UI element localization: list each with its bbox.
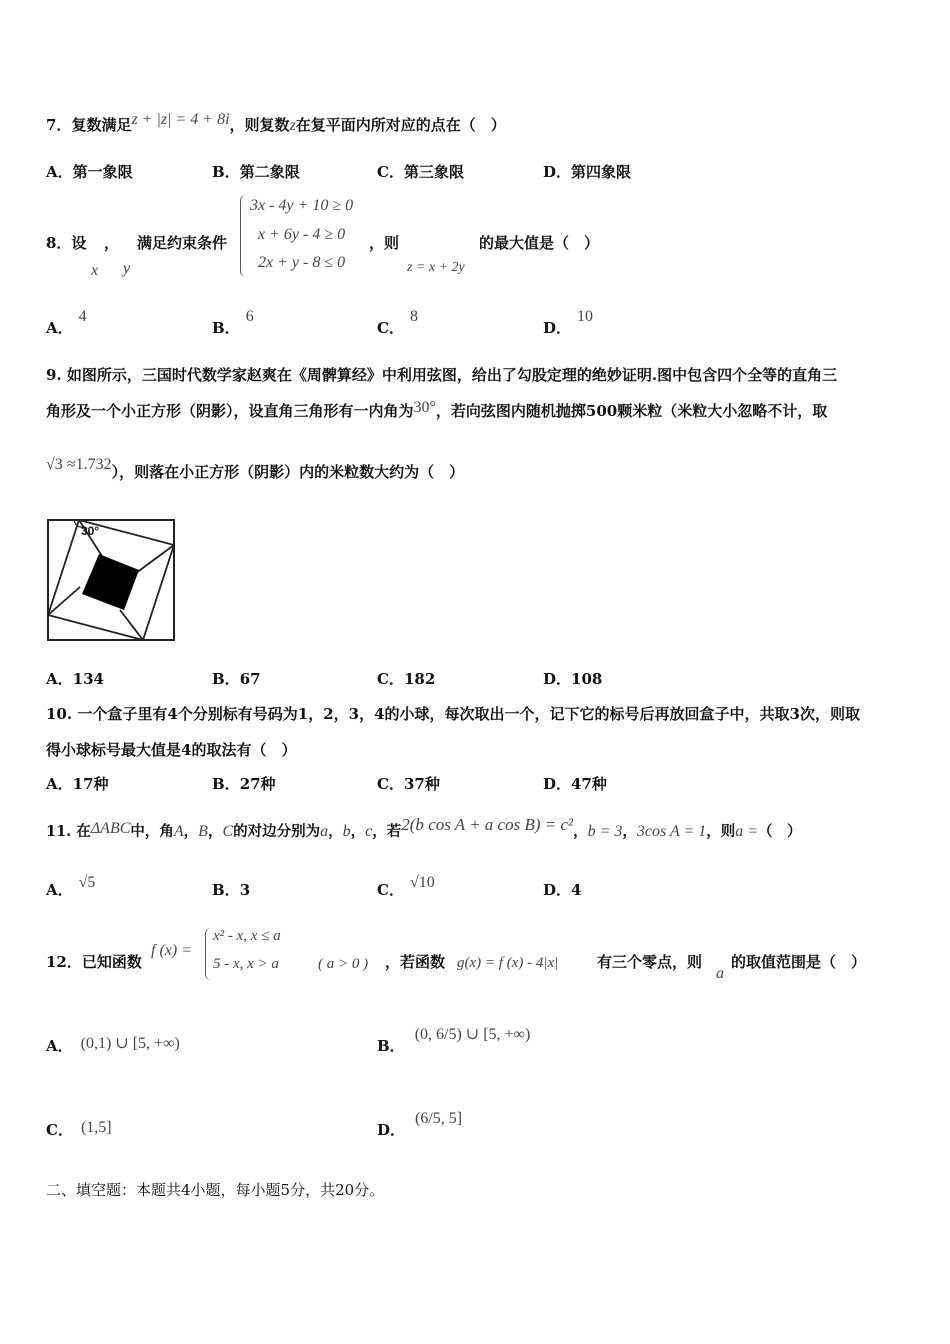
- q9-angle: 30°: [413, 399, 436, 416]
- q8-objective: z = x + 2y: [407, 260, 465, 275]
- option-text: (1,5]: [80, 1119, 112, 1136]
- option-letter: C．: [377, 319, 404, 337]
- q9-line-2a: 角形及一个小正方形（阴影），设直角三角形有一内角为: [46, 402, 414, 420]
- option-letter: A．: [46, 319, 73, 337]
- q11-A: A: [173, 823, 184, 840]
- q8-option-b[interactable]: [212, 308, 254, 338]
- q11-ask: a =: [735, 823, 759, 840]
- q12-case-1: x² - x, x ≤ a: [213, 928, 281, 944]
- q11-sep: ，: [350, 823, 366, 840]
- q12-fx: f (x) =: [151, 942, 192, 959]
- option-text: 4: [78, 308, 87, 325]
- q10-option-c[interactable]: [377, 773, 440, 794]
- option-text: 第四象限: [571, 163, 632, 181]
- q7-stem: [46, 111, 506, 135]
- q11-text-1: 中，角: [130, 823, 174, 840]
- option-text: (0,1) ∪ [5, +∞): [80, 1035, 180, 1052]
- q8-var-x: x: [91, 262, 99, 279]
- q9-line-1: 9. 如图所示，三国时代数学家赵爽在《周髀算经》中利用弦图，给出了勾股定理的绝妙证明.图中包含四个全等的直角三: [46, 366, 838, 384]
- option-letter: C．: [377, 163, 404, 181]
- q11-equation: 2(b cos A + a cos B) = c²: [401, 815, 574, 834]
- option-letter: A．: [46, 670, 73, 688]
- angle-label: 30°: [81, 524, 100, 538]
- q12-condition: ( a > 0 ): [318, 956, 369, 972]
- zhao-shuang-chord-figure: [44, 516, 178, 644]
- q7-prefix: 复数满足: [71, 116, 132, 134]
- q11-B: B: [198, 823, 208, 840]
- q7-option-b[interactable]: [212, 161, 300, 182]
- option-text: 134: [72, 670, 104, 688]
- option-text: √5: [78, 874, 96, 891]
- q11-triangle: ΔABC: [90, 820, 131, 837]
- q12-number: 12．已知函数: [46, 953, 142, 971]
- q11-text-2: 的对边分别为: [233, 823, 321, 840]
- q12-option-a[interactable]: [46, 1035, 180, 1056]
- option-text: 108: [571, 670, 603, 688]
- q11-sep: ，: [207, 823, 223, 840]
- q9-approx: √3 ≈1.732: [46, 456, 112, 473]
- q12-option-c[interactable]: [46, 1119, 112, 1140]
- q7-number: 7．: [46, 116, 72, 134]
- q11-text-5: （ ）: [758, 823, 802, 840]
- q12-case-2: 5 - x, x > a: [213, 956, 279, 972]
- q8-option-d[interactable]: [543, 308, 594, 338]
- option-letter: D．: [543, 775, 572, 793]
- q9-line-3-text: ），则落在小正方形（阴影）内的米粒数大约为（ ）: [111, 463, 465, 481]
- option-letter: B．: [212, 670, 240, 688]
- q7-option-a[interactable]: [46, 161, 133, 182]
- q9-line-3: [46, 456, 465, 482]
- q11-c: c: [365, 823, 373, 840]
- q8-constraint-3: 2x + y - 8 ≤ 0: [258, 254, 346, 271]
- q10-option-d[interactable]: [543, 773, 607, 794]
- q11-option-a[interactable]: [46, 874, 96, 900]
- option-letter: A．: [46, 775, 73, 793]
- q7-var: z: [289, 117, 296, 134]
- q9-option-d[interactable]: [543, 668, 602, 689]
- option-letter: C．: [377, 775, 404, 793]
- option-letter: B．: [212, 319, 240, 337]
- q8-comma: ，: [104, 234, 120, 252]
- q11-stem: [46, 815, 802, 841]
- option-letter: A．: [46, 881, 73, 899]
- q9-option-a[interactable]: [46, 668, 104, 689]
- q8-system-brace: [240, 195, 247, 277]
- q11-sep: ，: [328, 823, 343, 840]
- q7-option-d[interactable]: [543, 161, 631, 182]
- q11-sep: ，: [573, 823, 588, 840]
- q12-text-3: 的取值范围是（ ）: [731, 953, 867, 971]
- q8-number: 8．设: [46, 234, 87, 252]
- option-text: 67: [239, 670, 261, 688]
- option-letter: A．: [46, 163, 73, 181]
- option-text: 37种: [403, 775, 440, 793]
- q7-suffix: 在复平面内所对应的点在（ ）: [295, 116, 506, 134]
- option-letter: A．: [46, 1037, 73, 1055]
- option-text: 4: [571, 881, 582, 899]
- shaded-small-square: [82, 554, 139, 610]
- option-text: 第二象限: [239, 163, 300, 181]
- option-letter: D．: [377, 1121, 406, 1139]
- option-letter: B．: [212, 163, 240, 181]
- q11-option-c[interactable]: [377, 874, 435, 900]
- q8-var-y: y: [123, 260, 131, 277]
- q11-option-b[interactable]: [212, 879, 250, 900]
- q8-option-c[interactable]: [377, 308, 418, 338]
- option-letter: C．: [377, 881, 404, 899]
- option-letter: D．: [543, 670, 572, 688]
- q9-line-2b: ，若向弦图内随机抛掷500颗米粒（米粒大小忽略不计，取: [435, 402, 828, 420]
- q11-C: C: [222, 823, 234, 840]
- q12-a: a: [716, 965, 724, 982]
- q8-text: 满足约束条件: [137, 234, 228, 252]
- q10-line-1: 10. 一个盒子里有4个分别标有号码为1，2，3，4的小球，每次取出一个，记下它的标号后再放回盒子中，共取3次，则取: [46, 705, 860, 723]
- option-text: 第三象限: [403, 163, 464, 181]
- q12-gx: g(x) = f (x) - 4|x|: [457, 955, 559, 971]
- option-letter: D．: [543, 881, 572, 899]
- option-letter: D．: [543, 319, 572, 337]
- q12-option-d[interactable]: [377, 1110, 463, 1140]
- q12-option-b[interactable]: [377, 1026, 531, 1056]
- q7-middle: ，则复数: [229, 116, 290, 134]
- option-letter: B．: [212, 881, 240, 899]
- option-letter: B．: [377, 1037, 405, 1055]
- option-text: √10: [409, 874, 435, 891]
- q11-sep: ，: [622, 823, 637, 840]
- option-text: 10: [577, 308, 594, 325]
- q7-equation: z + |z| = 4 + 8i: [131, 111, 230, 128]
- q8-suffix: 的最大值是（ ）: [479, 234, 600, 252]
- q7-option-c[interactable]: [377, 161, 464, 182]
- q11-cosA: 3cos A = 1: [636, 823, 707, 840]
- q12-text-2: 有三个零点，则: [597, 953, 703, 971]
- option-letter: B．: [212, 775, 240, 793]
- q11-sep: ，: [183, 823, 199, 840]
- q9-option-c[interactable]: [377, 668, 435, 689]
- option-letter: C．: [377, 670, 404, 688]
- q11-a: a: [320, 823, 329, 840]
- option-text: 47种: [571, 775, 607, 793]
- q8-option-a[interactable]: [46, 308, 87, 338]
- option-text: 27种: [239, 775, 276, 793]
- q8-constraint-2: x + 6y - 4 ≥ 0: [258, 226, 346, 243]
- q9-line-2: [46, 400, 827, 421]
- q11-b-value: b = 3: [587, 823, 623, 840]
- q11-number: 11. 在: [46, 823, 91, 840]
- q9-option-b[interactable]: [212, 668, 261, 689]
- q8-then: ，则: [369, 234, 400, 252]
- q10-option-b[interactable]: [212, 773, 276, 794]
- option-text: (6/5, 5]: [415, 1110, 463, 1127]
- option-text: 182: [403, 670, 436, 688]
- option-letter: C．: [46, 1121, 73, 1139]
- option-text: 第一象限: [72, 163, 133, 181]
- option-letter: D．: [543, 163, 572, 181]
- option-text: 17种: [72, 775, 109, 793]
- q10-line-2: 得小球标号最大值是4的取法有（ ）: [46, 741, 297, 759]
- q10-option-a[interactable]: [46, 773, 109, 794]
- option-text: 3: [239, 881, 251, 899]
- q11-b: b: [342, 823, 351, 840]
- q11-text-3: ，若: [372, 823, 402, 840]
- option-text: 6: [245, 308, 254, 325]
- section-2-heading: 二、填空题：本题共4小题，每小题5分，共20分。: [46, 1181, 385, 1199]
- q12-text-1: ，若函数: [385, 953, 446, 971]
- q11-option-d[interactable]: [543, 879, 581, 900]
- option-text: (0, 6/5) ∪ [5, +∞): [414, 1026, 531, 1043]
- option-text: 8: [409, 308, 418, 325]
- q8-constraint-1: 3x - 4y + 10 ≥ 0: [250, 197, 354, 214]
- q12-piecewise-brace: [205, 928, 211, 980]
- q11-text-4: ，则: [706, 823, 736, 840]
